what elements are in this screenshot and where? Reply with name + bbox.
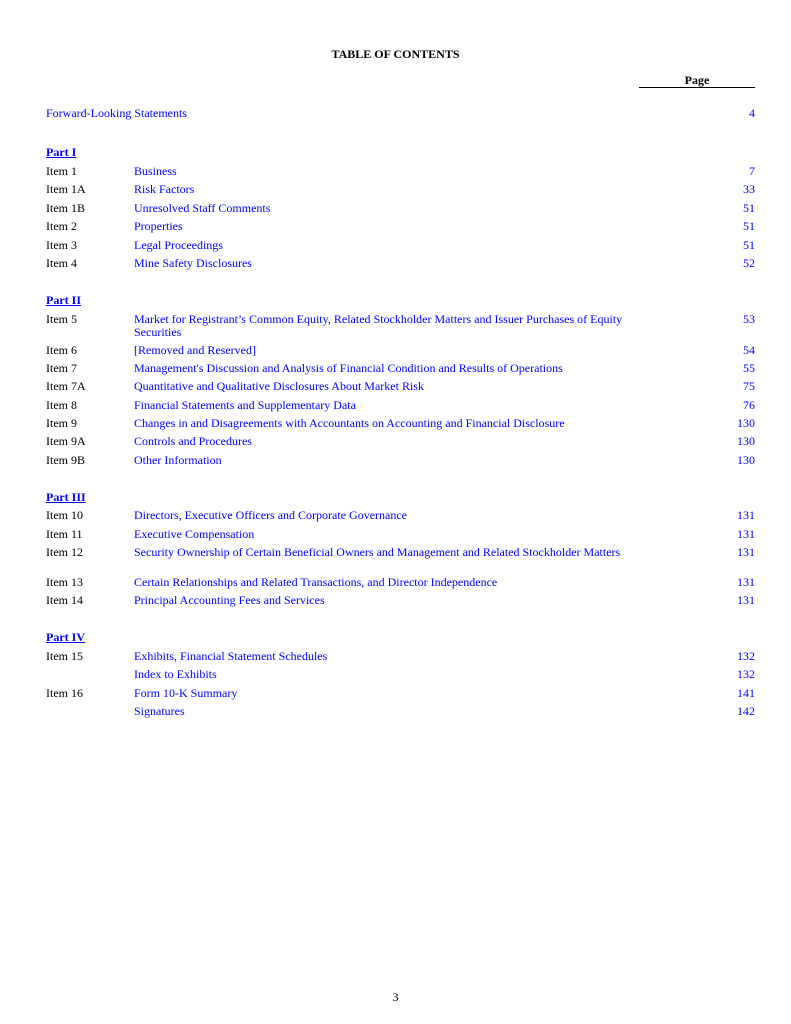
toc-item-number: Item 1	[46, 164, 77, 178]
part-heading[interactable]: Part IV	[46, 630, 85, 644]
toc-link[interactable]: Financial Statements and Supplementary Data	[134, 398, 356, 412]
toc-page-link[interactable]: 51	[743, 219, 755, 233]
toc-link[interactable]: Index to Exhibits	[134, 667, 217, 681]
footer-page-number: 3	[392, 990, 399, 1004]
toc-item-number: Item 7A	[46, 379, 86, 393]
toc-item-number: Item 12	[46, 545, 83, 559]
part-heading[interactable]: Part I	[46, 145, 77, 159]
toc-link[interactable]: [Removed and Reserved]	[134, 343, 256, 357]
toc-link[interactable]: Forward-Looking Statements	[46, 106, 187, 120]
toc-link[interactable]: Management's Discussion and Analysis of Financial Condition and Results of Operations	[134, 361, 563, 375]
toc-page-link[interactable]: 142	[737, 704, 755, 718]
toc-item-number: Item 13	[46, 575, 83, 589]
toc-link[interactable]: Risk Factors	[134, 182, 195, 196]
toc-item-number: Item 2	[46, 219, 77, 233]
toc-link[interactable]: Executive Compensation	[134, 527, 255, 541]
toc-link[interactable]: Signatures	[134, 704, 185, 718]
toc-link[interactable]: Changes in and Disagreements with Accountants on Accounting and Financial Disclosure	[134, 416, 565, 430]
toc-item-number: Item 6	[46, 343, 77, 357]
toc-page-link[interactable]: 130	[737, 434, 755, 448]
toc-page-link[interactable]: 132	[737, 649, 755, 663]
part-heading[interactable]: Part II	[46, 293, 81, 307]
toc-page-link[interactable]: 130	[737, 453, 755, 467]
toc-link[interactable]: Properties	[134, 219, 183, 233]
toc-item-number: Item 10	[46, 508, 83, 522]
toc-item-number: Item 15	[46, 649, 83, 663]
toc-page-link[interactable]: 131	[737, 508, 755, 522]
toc-link[interactable]: Directors, Executive Officers and Corporate Governance	[134, 508, 407, 522]
toc-link[interactable]: Controls and Procedures	[134, 434, 252, 448]
toc-item-number: Item 9	[46, 416, 77, 430]
toc-page-link[interactable]: 55	[743, 361, 755, 375]
toc-page-link[interactable]: 75	[743, 379, 755, 393]
toc-link[interactable]: Certain Relationships and Related Transactions, and Director Independence	[134, 575, 498, 589]
toc-page-link[interactable]: 51	[743, 238, 755, 252]
toc-link[interactable]: Mine Safety Disclosures	[134, 256, 252, 270]
part-heading[interactable]: Part III	[46, 490, 86, 504]
toc-item-number: Item 9A	[46, 434, 86, 448]
toc-link[interactable]: Market for Registrant’s Common Equity, Related Stockholder Matters and Issuer Purchases of Equity Securities	[134, 312, 623, 339]
toc-link[interactable]: Legal Proceedings	[134, 238, 223, 252]
toc-item-number: Item 9B	[46, 453, 85, 467]
toc-item-number: Item 4	[46, 256, 77, 270]
toc-item-number: Item 16	[46, 686, 83, 700]
toc-page-link[interactable]: 4	[749, 106, 755, 120]
toc-link[interactable]: Other Information	[134, 453, 222, 467]
toc-item-number: Item 3	[46, 238, 77, 252]
toc-page-link[interactable]: 76	[743, 398, 755, 412]
toc-item-number: Item 8	[46, 398, 77, 412]
toc-link[interactable]: Security Ownership of Certain Beneficial Owners and Management and Related Stockholder Matters	[134, 545, 621, 559]
toc-page-link[interactable]: 132	[737, 667, 755, 681]
toc-page-link[interactable]: 52	[743, 256, 755, 270]
toc-page-link[interactable]: 130	[737, 416, 755, 430]
toc-item-number: Item 5	[46, 312, 77, 326]
toc-page-link[interactable]: 7	[749, 164, 755, 178]
toc-page-link[interactable]: 131	[737, 575, 755, 589]
toc-page-link[interactable]: 131	[737, 593, 755, 607]
toc-link[interactable]: Principal Accounting Fees and Services	[134, 593, 325, 607]
toc-page-link[interactable]: 51	[743, 201, 755, 215]
toc-page-link[interactable]: 131	[737, 527, 755, 541]
toc-link[interactable]: Exhibits, Financial Statement Schedules	[134, 649, 328, 663]
toc-page-link[interactable]: 54	[743, 343, 755, 357]
toc-link[interactable]: Unresolved Staff Comments	[134, 201, 271, 215]
toc-link[interactable]: Form 10-K Summary	[134, 686, 238, 700]
toc-item-number: Item 1A	[46, 182, 86, 196]
toc-item-number: Item 11	[46, 527, 83, 541]
toc-link[interactable]: Business	[134, 164, 177, 178]
page-column-header: Page	[639, 73, 755, 88]
toc-item-number: Item 1B	[46, 201, 85, 215]
toc-item-number: Item 14	[46, 593, 83, 607]
toc-page-link[interactable]: 53	[743, 312, 755, 326]
page-title: TABLE OF CONTENTS	[331, 47, 460, 61]
toc-page-link[interactable]: 141	[737, 686, 755, 700]
toc-page-link[interactable]: 33	[743, 182, 755, 196]
toc-page-link[interactable]: 131	[737, 545, 755, 559]
toc-item-number: Item 7	[46, 361, 77, 375]
toc-link[interactable]: Quantitative and Qualitative Disclosures About Market Risk	[134, 379, 424, 393]
